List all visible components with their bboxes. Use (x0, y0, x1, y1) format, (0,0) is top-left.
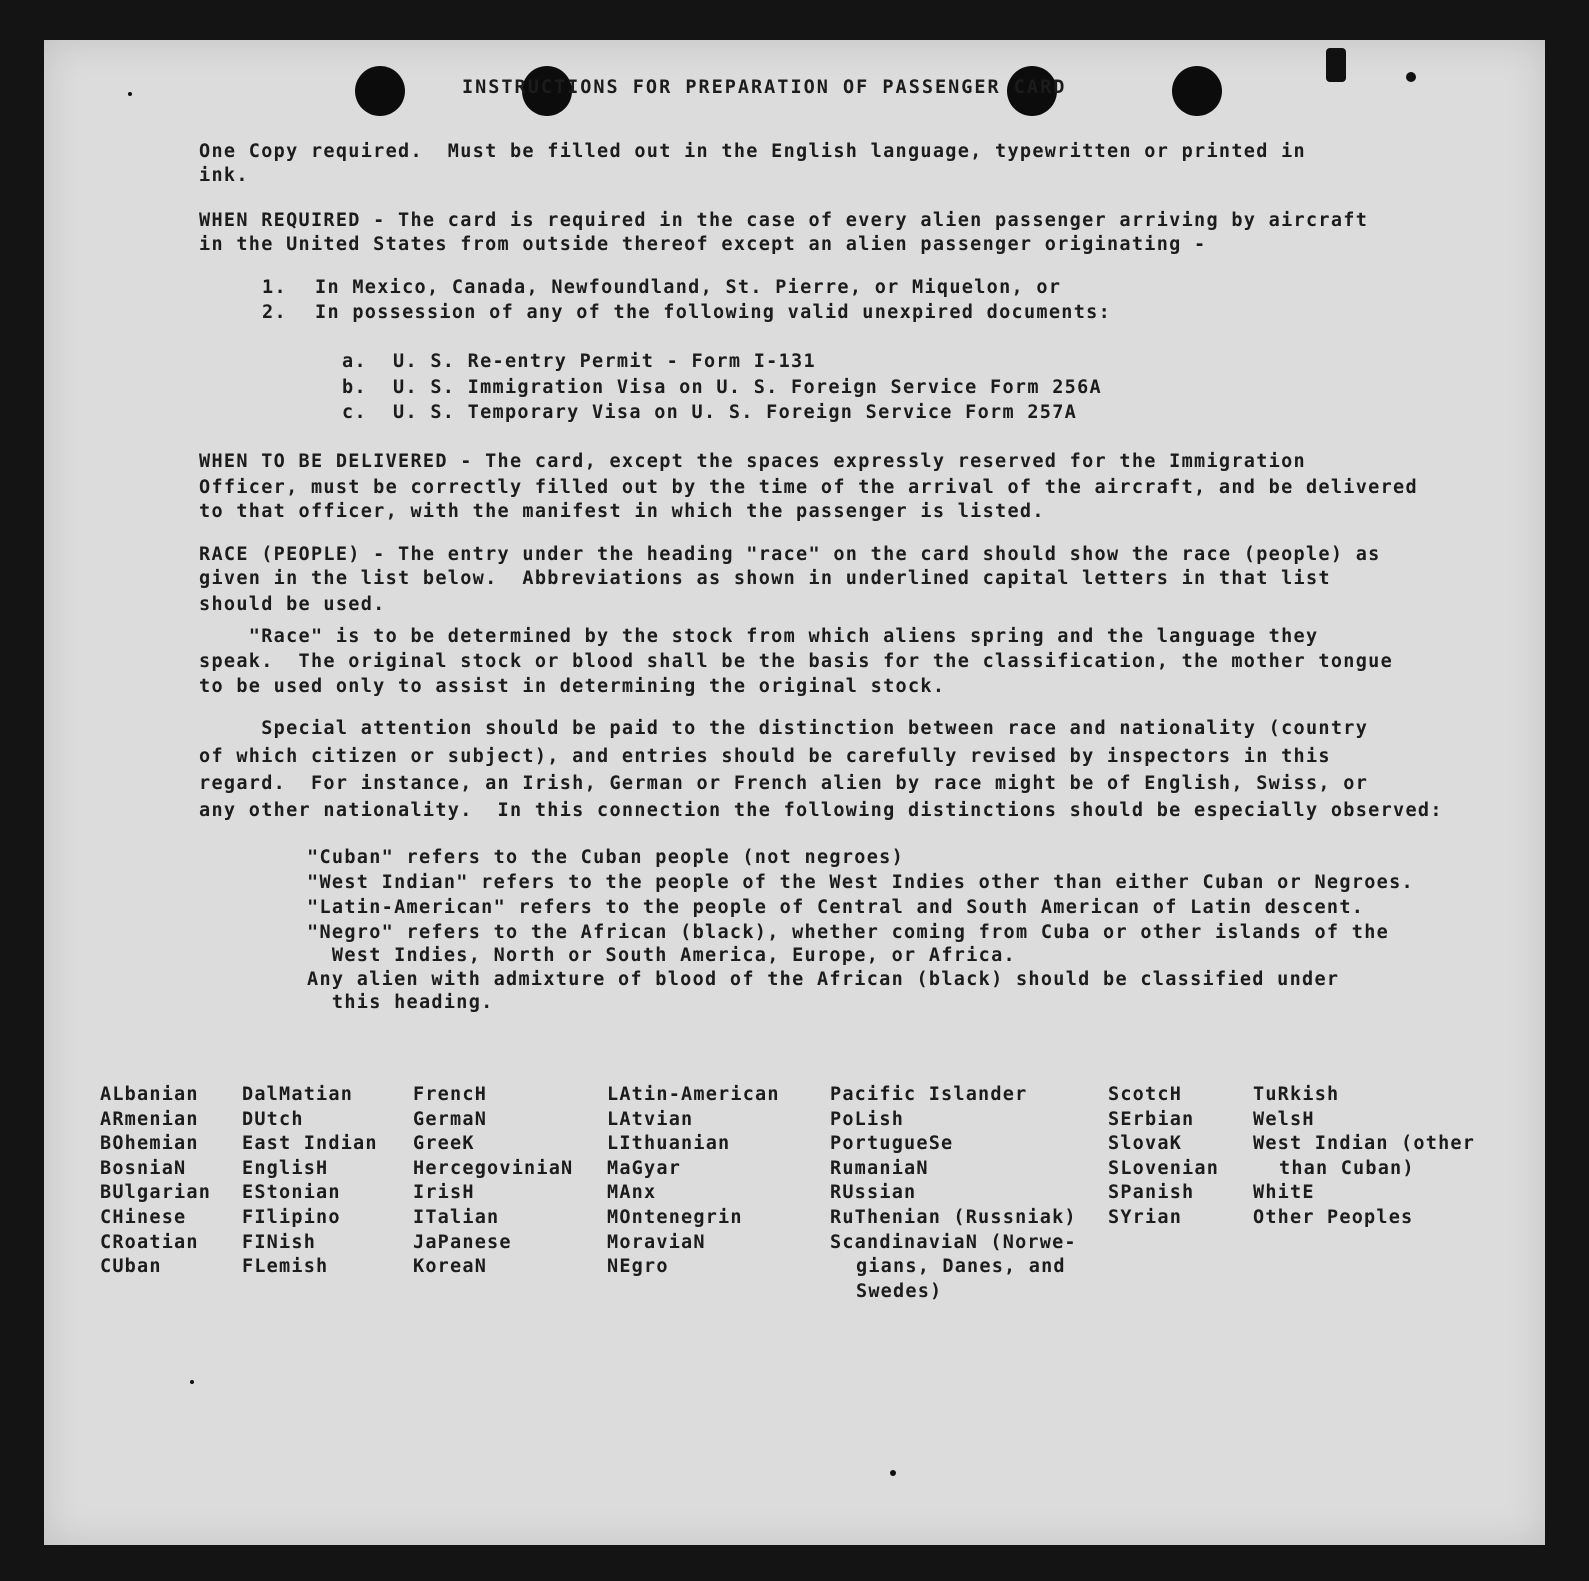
race-line: should be used. (199, 594, 386, 615)
race-entry: RuThenian (Russniak) (830, 1206, 1077, 1228)
race-entry: KoreaN (413, 1256, 488, 1278)
race-entry: ITalian (413, 1206, 500, 1228)
race-entry: TuRkish (1253, 1084, 1340, 1105)
race-entry: LIthuanian (607, 1133, 731, 1155)
race-entry: BUlgarian (100, 1182, 212, 1204)
speck (128, 92, 132, 96)
race-entry: SlovaK (1108, 1133, 1183, 1155)
race-list-column (830, 1083, 1077, 1304)
race-entry: IrisH (413, 1182, 475, 1204)
race-entry: CRoatian (100, 1231, 199, 1253)
race-line: given in the list below. Abbreviations as shown in underlined capital letters in that list (199, 568, 1331, 589)
doc-letter: c. (342, 402, 367, 423)
list-item: In possession of any of the following valid unexpired documents: (315, 302, 1112, 323)
race-entry: WelsH (1253, 1108, 1315, 1130)
race-list-column (1253, 1083, 1475, 1231)
race-list-column (1108, 1083, 1219, 1231)
race-entry: SPanish (1108, 1182, 1195, 1204)
race-entry: GermaN (413, 1108, 488, 1130)
race-entry: Pacific Islander (830, 1084, 1028, 1105)
distinction-line: Any alien with admixture of blood of the African (black) should be classified under (307, 969, 1340, 990)
race-entry: GreeK (413, 1133, 475, 1155)
when-required-line: in the United States from outside thereof except an alien passenger originating - (199, 234, 1207, 255)
race-entry: FINish (242, 1231, 317, 1253)
race-line: "Race" is to be determined by the stock from which aliens spring and the language they (199, 626, 1319, 647)
race-entry: DUtch (242, 1108, 304, 1130)
doc-item: U. S. Temporary Visa on U. S. Foreign Service Form 257A (393, 402, 1078, 423)
doc-item: U. S. Immigration Visa on U. S. Foreign Service Form 256A (393, 377, 1102, 398)
speck (190, 1380, 194, 1384)
race-entry: CHinese (100, 1206, 187, 1228)
list-number: 2. (262, 302, 287, 323)
race-line: RACE (PEOPLE) - The entry under the heading "race" on the card should show the race (people) as (199, 544, 1381, 565)
distinction-line: "Cuban" refers to the Cuban people (not negroes) (307, 847, 905, 868)
race-entry: FLemish (242, 1256, 329, 1278)
race-line: to be used only to assist in determining the original stock. (199, 676, 946, 697)
race-entry: SLovenian (1108, 1157, 1220, 1179)
race-entry: EStonian (242, 1182, 341, 1204)
race-entry: LAtvian (607, 1108, 694, 1130)
race-entry: Swedes) (856, 1280, 943, 1302)
doc-item: U. S. Re-entry Permit - Form I-131 (393, 351, 816, 372)
speck (1406, 72, 1416, 82)
punch-hole (1172, 66, 1222, 116)
race-entry: than Cuban) (1279, 1157, 1415, 1179)
doc-letter: a. (342, 351, 367, 372)
race-entry: ALbanian (100, 1084, 199, 1105)
intro-line: One Copy required. Must be filled out in the English language, typewritten or printed in (199, 141, 1306, 162)
race-entry: MaGyar (607, 1157, 682, 1179)
race-entry: PortugueSe (830, 1133, 954, 1155)
race-line: any other nationality. In this connection the following distinctions should be especially observed: (199, 800, 1443, 821)
distinction-line: "West Indian" refers to the people of the West Indies other than either Cuban or Negroes. (307, 872, 1414, 893)
when-required-line: WHEN REQUIRED - The card is required in the case of every alien passenger arriving by aircraft (199, 210, 1369, 231)
list-item: In Mexico, Canada, Newfoundland, St. Pierre, or Miquelon, or (315, 277, 1062, 298)
punch-hole (355, 66, 405, 116)
race-entry: FIlipino (242, 1206, 341, 1228)
race-entry: ARmenian (100, 1108, 199, 1130)
race-line: Special attention should be paid to the distinction between race and nationality (country (199, 718, 1369, 739)
race-entry: DalMatian (242, 1084, 354, 1105)
doc-letter: b. (342, 377, 367, 398)
race-entry: MoraviaN (607, 1231, 706, 1253)
when-delivered-line: Officer, must be correctly filled out by the time of the arrival of the aircraft, and be delivered (199, 477, 1418, 498)
intro-line: ink. (199, 165, 249, 186)
race-line: regard. For instance, an Irish, German or French alien by race might be of English, Swiss, or (199, 773, 1369, 794)
race-entry: BOhemian (100, 1133, 199, 1155)
distinction-line: West Indies, North or South America, Europe, or Africa. (307, 945, 1016, 966)
race-entry: West Indian (other (1253, 1133, 1476, 1155)
race-entry: FrencH (413, 1084, 488, 1105)
race-list-column (242, 1083, 378, 1280)
race-list-column (100, 1083, 211, 1280)
race-entry: gians, Danes, and (856, 1256, 1066, 1278)
race-entry: SYrian (1108, 1206, 1183, 1228)
race-entry: ScandinaviaN (Norwe- (830, 1231, 1077, 1253)
race-entry: EnglisH (242, 1157, 329, 1179)
distinction-line: this heading. (307, 992, 494, 1013)
race-entry: PoLish (830, 1108, 905, 1130)
race-list-column (413, 1083, 573, 1280)
race-entry: RumaniaN (830, 1157, 929, 1179)
race-entry: BosniaN (100, 1157, 187, 1179)
distinction-line: "Latin-American" refers to the people of Central and South American of Latin descent. (307, 897, 1365, 918)
race-entry: Other Peoples (1253, 1206, 1414, 1228)
race-entry: RUssian (830, 1182, 917, 1204)
race-line: of which citizen or subject), and entries should be carefully revised by inspectors in this (199, 746, 1331, 767)
race-entry: MAnx (607, 1182, 657, 1204)
when-delivered-line: to that officer, with the manifest in which the passenger is listed. (199, 501, 1045, 522)
race-entry: HercegoviniaN (413, 1157, 574, 1179)
race-entry: JaPanese (413, 1231, 512, 1253)
race-entry: MOntenegrin (607, 1206, 743, 1228)
list-number: 1. (262, 277, 287, 298)
speck (890, 1470, 896, 1476)
race-entry: LAtin-American (607, 1084, 780, 1105)
race-entry: ScotcH (1108, 1084, 1183, 1105)
race-line: speak. The original stock or blood shall be the basis for the classification, the mother tongue (199, 651, 1394, 672)
when-delivered-line: WHEN TO BE DELIVERED - The card, except the spaces expressly reserved for the Immigration (199, 451, 1306, 472)
staple-mark (1326, 48, 1346, 82)
race-entry: CUban (100, 1256, 162, 1278)
race-entry: WhitE (1253, 1182, 1315, 1204)
race-list-column (607, 1083, 780, 1280)
distinction-line: "Negro" refers to the African (black), whether coming from Cuba or other islands of the (307, 922, 1390, 943)
race-entry: SErbian (1108, 1108, 1195, 1130)
page-title: INSTRUCTIONS FOR PREPARATION OF PASSENGER CARD (462, 77, 1067, 98)
race-entry: NEgro (607, 1256, 669, 1278)
race-entry: East Indian (242, 1133, 378, 1155)
